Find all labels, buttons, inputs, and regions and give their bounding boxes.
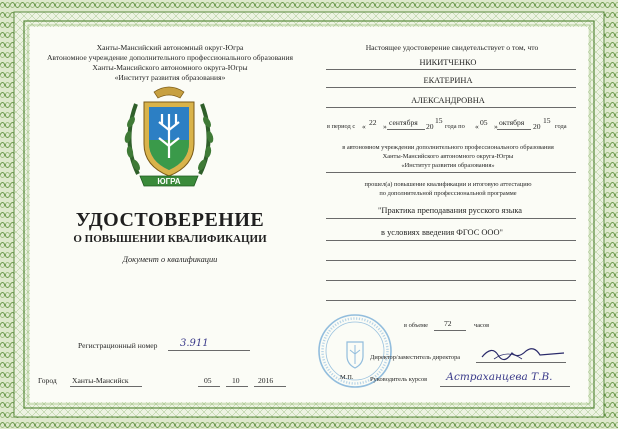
holder-intro: Настоящее удостоверение свидетельствует о том, что — [365, 43, 539, 52]
holder-patronymic: АЛЕКСАНДРОВНА — [411, 96, 485, 105]
period-end-month: октября — [499, 118, 525, 127]
registration-underline — [168, 350, 250, 351]
city-label: Город — [38, 376, 57, 385]
ribbon-text: ЮГРА — [157, 177, 181, 186]
city-value: Ханты-Мансийск — [72, 376, 129, 385]
issuer-line-1: Ханты-Мансийский автономный округ-Югра — [96, 43, 244, 52]
period-end-year: 15 — [543, 116, 551, 125]
holder-name: ЕКАТЕРИНА — [423, 76, 473, 85]
certificate-title: УДОСТОВЕРЕНИЕ — [75, 209, 265, 231]
period-end-day: 05 — [480, 118, 488, 127]
certificate: Ханты-Мансийский автономный округ-Югра Автономное учреждение дополнительного профессионального образования Ханты-Мансийского автономного округа-Югры «Институт развития образования» ЮГРА УДОСТОВЕРЕНИЕ О ПОВЫШЕНИИ КВАЛИФИКАЦИИ Документ о квалификации Регистрационный номер 3.911 Город Ханты-Мансийск 05 10 2016 Настоящее удостоверение свидетельствует о том, что НИКИТЧЕНКО ЕКАТЕРИНА АЛЕКСАНДРОВНА в период с « 22 » сентября 20 15 года по « 05 » октября 20 15 года в автономном учреждении дополнительного профессионального образования Ханты-Мансийского автономного округа-Югры «Институт развития образования» прошел(а) повышение квалификации и итоговую аттестацию по дополнительной профессиональной программе "Практика преподавания русского языка в условиях введения ФГОС ООО" в объеме 72 часов Директор/заместитель директора М.П. Руководитель курсов Астраханцева Т.В. — [0, 0, 618, 429]
program-intro-2: по дополнительной профессиональной программе — [379, 190, 517, 197]
period-prefix: в период с — [327, 123, 356, 130]
crown-icon — [154, 87, 184, 98]
issuer-line-3: Ханты-Мансийского автономного округа-Югры — [92, 63, 248, 72]
course-head-label: Руководитель курсов — [370, 376, 428, 383]
certificate-subtitle: О ПОВЫШЕНИИ КВАЛИФИКАЦИИ — [73, 233, 267, 245]
volume-hours: 72 — [444, 319, 452, 328]
stamp-label: М.П. — [340, 374, 354, 381]
period-start-year: 15 — [435, 116, 443, 125]
institution-line-3: «Институт развития образования» — [401, 162, 495, 169]
issuer-line-2: Автономное учреждение дополнительного профессионального образования — [46, 53, 294, 62]
document-type: Документ о квалификации — [122, 255, 218, 264]
issuer-line-4: «Институт развития образования» — [114, 73, 226, 82]
institution-line-1: в автономном учреждении дополнительного профессионального образования — [342, 144, 554, 151]
issue-day: 05 — [204, 376, 212, 385]
director-signature — [478, 343, 568, 365]
program-intro-1: прошел(а) повышение квалификации и итоговую аттестацию — [364, 181, 532, 188]
period-start-month: сентября — [389, 118, 418, 127]
program-title-line-2: в условиях введения ФГОС ООО" — [381, 228, 503, 237]
holder-surname: НИКИТЧЕНКО — [419, 58, 477, 67]
period-start-day: 22 — [369, 118, 377, 127]
volume-prefix: в объеме — [404, 322, 428, 329]
program-title-line-1: "Практика преподавания русского языка — [378, 206, 522, 215]
course-head-signature: Астраханцева Т.В. — [446, 371, 553, 383]
city-underline — [70, 386, 142, 387]
volume-unit: часов — [474, 322, 490, 329]
issue-year: 2016 — [258, 376, 274, 385]
yugra-emblem — [118, 82, 220, 194]
director-label: Директор/заместитель директора — [370, 354, 461, 361]
registration-label: Регистрационный номер — [78, 341, 158, 350]
issue-month: 10 — [232, 376, 240, 385]
institution-line-2: Ханты-Мансийского автономного округа-Югры — [382, 153, 514, 160]
registration-number: 3.911 — [180, 338, 209, 349]
